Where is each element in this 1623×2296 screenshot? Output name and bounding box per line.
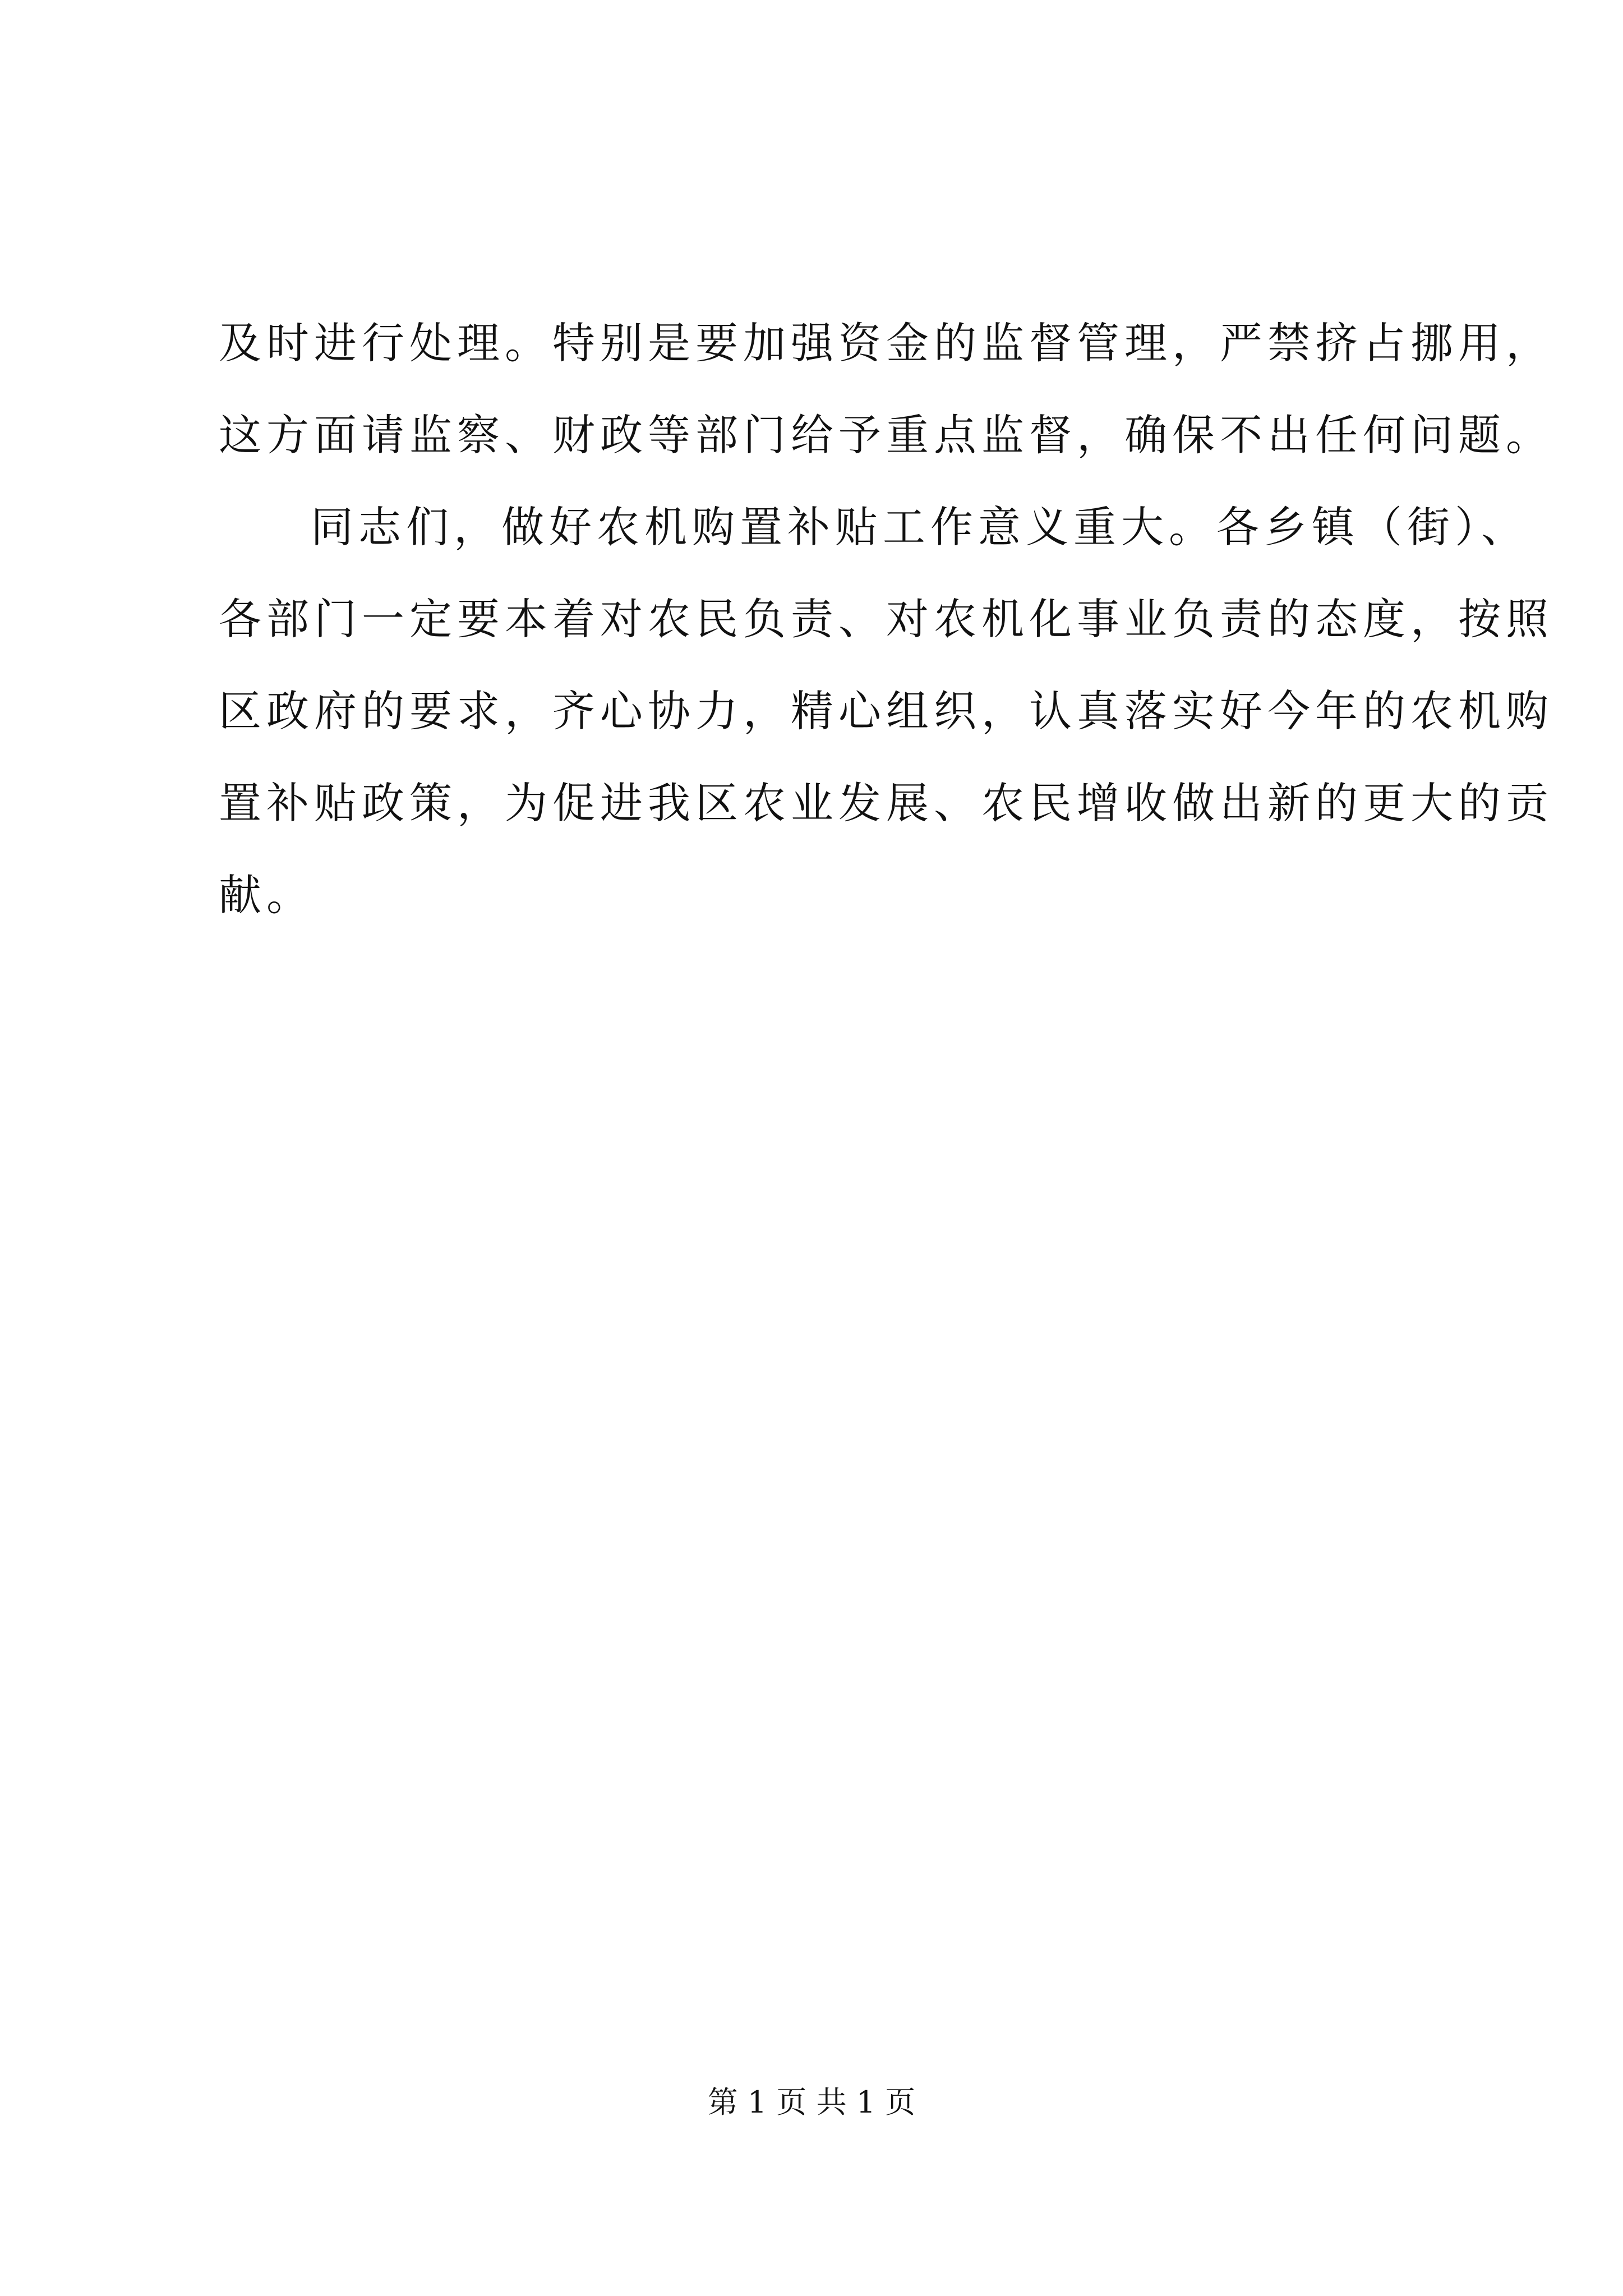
text-line: 及时进行处理。特别是要加强资金的监督管理，严禁挤占挪用，: [219, 318, 1553, 368]
text-line: 置补贴政策，为促进我区农业发展、农民增收做出新的更大的贡: [219, 778, 1553, 828]
text-line: 各部门一定要本着对农民负责、对农机化事业负责的态度，按照: [219, 594, 1553, 644]
document-body: [219, 297, 1553, 941]
text-line: 这方面请监察、财政等部门给予重点监督，确保不出任何问题。: [219, 410, 1553, 460]
text-line: 献。: [219, 870, 314, 920]
paragraph-first-line: 同志们，做好农机购置补贴工作意义重大。各乡镇（街）、: [311, 502, 1529, 552]
text-line: 区政府的要求，齐心协力，精心组织，认真落实好今年的农机购: [219, 686, 1553, 736]
page-number-footer: 第 1 页 共 1 页: [707, 2085, 916, 2120]
